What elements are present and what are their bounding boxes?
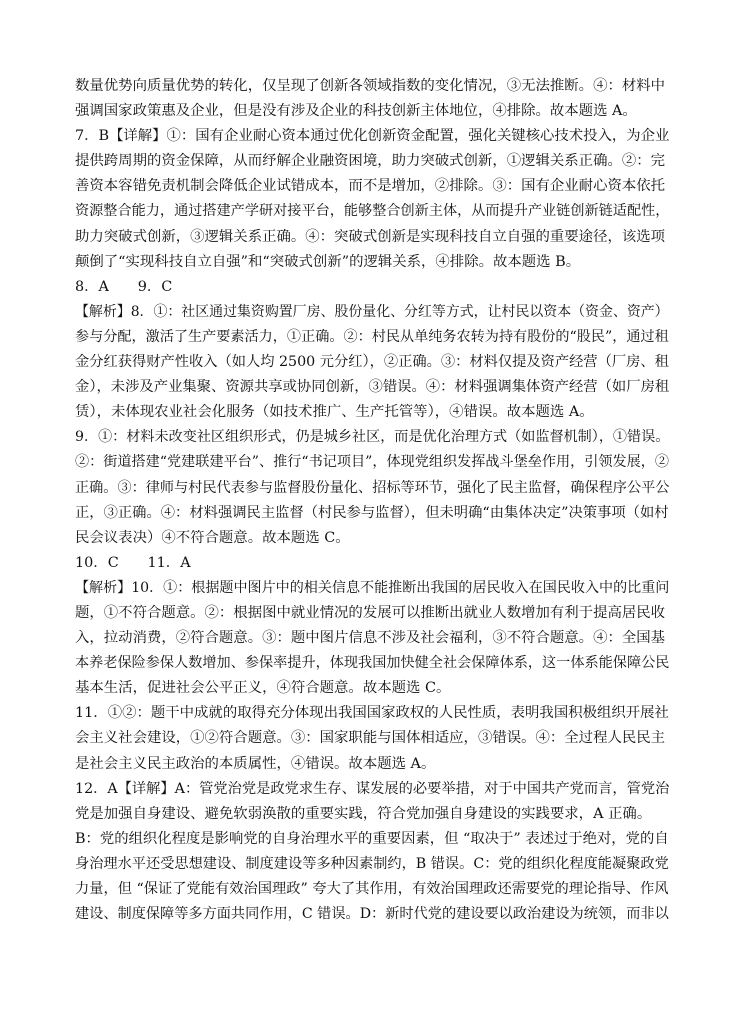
text-line: 强调国家政策惠及企业，但是没有涉及企业的科技创新主体地位，④排除。故本题选 A。 (75, 103, 637, 120)
text-line: 11．①②：题干中成就的取得充分体现出我国国家政权的人民性质，表明我国积极组织开展社 (75, 705, 669, 722)
text-line: 建设、制度保障等多方面共同作用，C 错误。D：新时代党的建设要以政治建设为统领，而非以 (75, 906, 669, 923)
text-line: 赁），未体现农业社会化服务（如技术推广、生产托管等），④错误。故本题选 A。 (75, 404, 594, 421)
text-line: 提供跨周期的资金保障，从而纾解企业融资困境，助力突破式创新，①逻辑关系正确。②：完 (75, 153, 666, 170)
text-line: 民会议表决）④不符合题意。故本题选 C。 (75, 529, 350, 546)
text-line: 正确。③：律师与村民代表参与监督股份量化、招标等环节，强化了民主监督，确保程序公平公 (75, 479, 670, 496)
text-line: 9．①：材料未改变社区组织形式，仍是城乡社区，而是优化治理方式（如监督机制），①错误。 (75, 429, 670, 446)
text-line: 助力突破式创新，③逻辑关系正确。④：突破式创新是实现科技自立自强的重要途径，该选项 (75, 228, 666, 245)
text-line: 资源整合能力，通过搭建产学研对接平台，能够整合创新主体，从而提升产业链创新链适配性， (75, 203, 670, 220)
text-line: 12．A【详解】A：管党治党是政党求生存、谋发展的必要举措，对于中国共产党而言，管党治 (75, 780, 670, 797)
text-line: 身治理水平还受思想建设、制度建设等多种因素制约，B 错误。C：党的组织化程度能凝聚政党 (75, 855, 669, 872)
text-line: 7．B【详解】①：国有企业耐心资本通过优化创新资金配置，强化关键核心技术投入，为企业 (75, 128, 670, 145)
text-line: 金分红获得财产性收入（如人均 2500 元分红），②正确。③：材料仅提及资产经营（厂房、租 (75, 354, 669, 371)
text-line: 颠倒了“实现科技自立自强”和“突破式创新”的逻辑关系，④排除。故本题选 B。 (75, 253, 581, 270)
text-line: B：党的组织化程度是影响党的自身治理水平的重要因素，但 “取决于” 表述过于绝对，党的自 (75, 830, 669, 847)
text-line: 是社会主义民主政治的本质属性，④错误。故本题选 A。 (75, 755, 436, 772)
text-line: ②：街道搭建“党建联建平台”、推行“书记项目”，体现党组织发挥战斗堡垒作用，引领发展，② (75, 454, 670, 471)
answer-explanations (75, 74, 669, 927)
text-line: 【解析】8．①：社区通过集资购置厂房、股份量化、分红等方式，让村民以资本（资金、资产） (75, 303, 669, 320)
text-line: 金），未涉及产业集聚、资源共享或协同创新，③错误。④：材料强调集体资产经营（如厂房租 (75, 379, 670, 396)
text-line: 入，拉动消费，②符合题意。③：题中图片信息不涉及社会福利，③不符合题意。④：全国基 (75, 630, 666, 647)
text-line: 参与分配，激活了生产要素活力，①正确。②：村民从单纯务农转为持有股份的“股民”，通过租 (75, 328, 669, 345)
text-line: 正，③正确。④：材料强调民主监督（村民参与监督），但未明确“由集体决定”决策事项（如村 (75, 504, 669, 521)
text-line: 善资本容错免责机制会降低企业试错成本，而不是增加，②排除。③：国有企业耐心资本依托 (75, 178, 666, 195)
text-line: 会主义社会建设，①②符合题意。③：国家职能与国体相适应，③错误。④：全过程人民民主 (75, 730, 666, 747)
text-line: 基本生活，促进社会公平正义，④符合题意。故本题选 C。 (75, 680, 451, 697)
text-line: 【解析】10．①：根据题中图片中的相关信息不能推断出我国的居民收入在国民收入中的比重问 (75, 579, 670, 596)
text-line: 力量，但 “保证了党能有效治国理政” 夸大了其作用，有效治国理政还需要党的理论指导、作风 (75, 881, 669, 897)
text-line: 8．A 9．C (75, 278, 173, 295)
text-line: 10．C 11．A (75, 554, 191, 571)
text-line: 数量优势向质量优势的转化，仅呈现了创新各领域指数的变化情况，③无法推断。④：材料中 (75, 78, 666, 94)
text-line: 本养老保险参保人数增加、参保率提升，体现我国加快健全社会保障体系，这一体系能保障公民 (75, 655, 670, 672)
text-line: 题，①不符合题意。②：根据图中就业情况的发展可以推断出就业人数增加有利于提高居民收 (75, 604, 666, 621)
text-line: 党是加强自身建设、避免软弱涣散的重要实践，符合党加强自身建设的实践要求，A 正确。 (75, 805, 652, 822)
